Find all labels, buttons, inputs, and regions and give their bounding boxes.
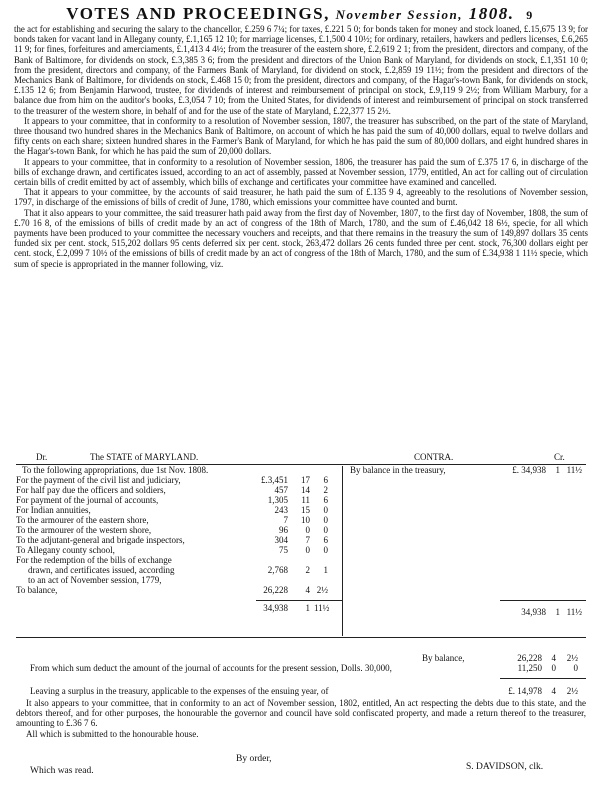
closing-text bbox=[16, 698, 586, 739]
debit-row: To the armourer of the western shore, 96 0 0 bbox=[16, 525, 328, 535]
debit-row: For half pay due the officers and soldiers, 457 14 2 bbox=[16, 485, 328, 495]
by-balance-row: By balance, 26,228 4 2½ bbox=[422, 653, 578, 663]
header-year: 1808. bbox=[468, 4, 515, 23]
contra-label: CONTRA. bbox=[414, 452, 454, 462]
surplus-row: Leaving a surplus in the treasury, applicable to the expenses of the ensuing year, of £. 14,978 4 2½ bbox=[30, 686, 578, 696]
debit-row: For the payment of the civil list and judiciary, £.3,451 17 6 bbox=[16, 475, 328, 485]
summary-rule bbox=[500, 678, 586, 679]
debit-row: To Allegany county school, 75 0 0 bbox=[16, 545, 328, 555]
dr-label: Dr. bbox=[36, 452, 48, 462]
debit-row: drawn, and certificates issued, according 2,768 2 1 bbox=[28, 565, 328, 575]
credit-total-rule bbox=[500, 600, 586, 601]
account-title: The STATE of MARYLAND. bbox=[90, 452, 199, 462]
by-order: By order, bbox=[236, 754, 272, 764]
debit-row: To the following appropriations, due 1st Nov. 1808. bbox=[22, 465, 209, 475]
account-heading bbox=[16, 452, 586, 464]
page-header bbox=[0, 4, 600, 24]
credit-total-row: 34,938 1 11½ bbox=[521, 607, 582, 617]
debit-row: For the redemption of the bills of exchange bbox=[16, 555, 172, 565]
debit-column bbox=[16, 466, 346, 614]
signature-name: S. DAVIDSON, clk. bbox=[466, 762, 544, 772]
body-text bbox=[14, 24, 588, 269]
paragraph: That it appears to your committee, by the accounts of said treasurer, he hath paid the sum of £.135 9 4, agreeably to the resolutions of November session, 1797, in discharge of the emissions of bills of credit of June, 1780, which emissions your committee have counted and burnt. bbox=[14, 187, 588, 208]
paragraph: It appears to your committee, that in conformity to a resolution of November session, 1806, the treasurer has paid the sum of £.375 17 6, in discharge of the bills of exchange drawn, and certificates issued, according to an act of assembly, passed at November session, 1779, entitled, An act for calling out of circulation certain bills of credit emitted by act of assembly, which bills of exchange and certificates your committee have examined and cancelled. bbox=[14, 156, 588, 188]
debit-row: For Indian annuities, 243 15 0 bbox=[16, 505, 328, 515]
debit-total-rule bbox=[256, 600, 342, 601]
deduct-row: From which sum deduct the amount of the journal of accounts for the present session, Dolls. 30,000, 11,250 0 0 bbox=[30, 663, 578, 673]
paragraph: That it also appears to your committee, the said treasurer hath paid away from the first day of November, 1807, to the first day of November, 1808, the sum of £.70 16 8, of the emissions of bills of credit made by an act of congress of the 18th of March, 1780, and the sum of £.46,042 18 6½, specie, for all which payments have been produced to your committee the necessary vouchers and receipts, and that there remains in the treasury the sum of 149,897 dollars 35 cents funded six per cent. stock, 515,202 dollars 95 cents deferred six per cent. stock, 263,472 dollars 26 cents funded three per cent. stock, 76,300 dollars eight per cent. stock, £.2,099 7 10½ of the emissions of bills of credit made by an act of congress of the 18th of March, 1780, and the sum of £.34,938 1 11½ specie, which sum of specie is appropriated in the manner following, viz. bbox=[14, 207, 588, 269]
header-session: November Session, bbox=[335, 7, 463, 22]
debit-row: For payment of the journal of accounts, 1,305 11 6 bbox=[16, 495, 328, 505]
header-page-mark: 9 bbox=[526, 8, 534, 22]
paragraph: the act for establishing and securing the salary to the chancellor, £.259 6 7¼; for taxes, £.221 5 0; for bonds taken for money and stock loaned, £.15,675 13 9; for bonds taken for vacant land in Allegany county, £.1,165 12 10; for marriage licenses, £.1,500 4 10½; for ordinary, retailers, hawkers and pedlers licenses, £.6,265 11 9; for fines, forfeitures and amerciaments, £.1,413 4 4½; from the treasurer of the eastern shore, £.2,619 2 1; from the president, directors and company, of the Bank of Baltimore, for dividends on stock, £.3,385 3 6; from the president and directors of the Union Bank of Maryland, for dividends on stock, £.1,351 10 0; from the president, directors and company, of the Farmers Bank of Maryland, for dividend on stock, £.2,859 19 11½; from the president and directors of the Mechanics Bank of Baltimore, for dividends on stock, £.468 15 0; from the president, directors and company, of the Hagar's-town Bank, for dividends on stock, £.135 12 6; from Benjamin Harwood, trustee, for dividends of interest and reimbursement of principal on stock, £.9,119 9 2½; from William Marbury, for a balance due from him on the auditor's books, £.3,054 7 10; from the United States, for dividends of interest and reimbursement of principal on stock transferred to the treasurer of the western shore, in behalf of and for the use of the state of Maryland, £.22,377 15 2½. bbox=[14, 24, 588, 116]
debit-row: to an act of November session, 1779, bbox=[28, 575, 162, 585]
debit-total-row: 34,938 1 11½ bbox=[263, 603, 330, 613]
credit-column bbox=[350, 465, 586, 617]
debit-row: To balance, 26,228 4 2½ bbox=[16, 585, 328, 595]
debit-row: To the armourer of the eastern shore, 7 10 0 bbox=[16, 515, 328, 525]
credit-row: By balance in the treasury, £. 34,938 1 11½ bbox=[350, 465, 582, 475]
debit-row: To the adjutant-general and brigade inspectors, 304 7 6 bbox=[16, 535, 328, 545]
which-was-read: Which was read. bbox=[30, 766, 94, 776]
account-bottom-rule bbox=[16, 637, 586, 638]
cr-label: Cr. bbox=[554, 452, 565, 462]
closing-paragraph: All which is submitted to the honourable house. bbox=[26, 728, 199, 739]
paragraph: It appears to your committee, that in conformity to a resolution of November session, 1807, the treasurer has subscribed, on the part of the state of Maryland, three thousand two hundred shares in the Mechanics Bank of Baltimore, on account of which he has paid the sum of 40,000 dollars, equal to twelve dollars and fifty cents on each share; sixteen hundred shares in the Farmer's Bank of Maryland, for which he has paid the sum of 80,000 dollars, and eight hundred shares in the Hagar's-town Bank, for which he has paid the sum of 20,000 dollars. bbox=[14, 115, 588, 157]
header-title: VOTES AND PROCEEDINGS, bbox=[66, 4, 330, 23]
closing-paragraph: It also appears to your committee, that in conformity to an act of November session, 1802, entitled, An act respecting the debts due to this state, and the debtors thereof, and for other purposes, the honourable the governor and council have sold confiscated property, and made a return thereof to the treasurer, amounting to £.36 7 6. bbox=[16, 698, 586, 729]
